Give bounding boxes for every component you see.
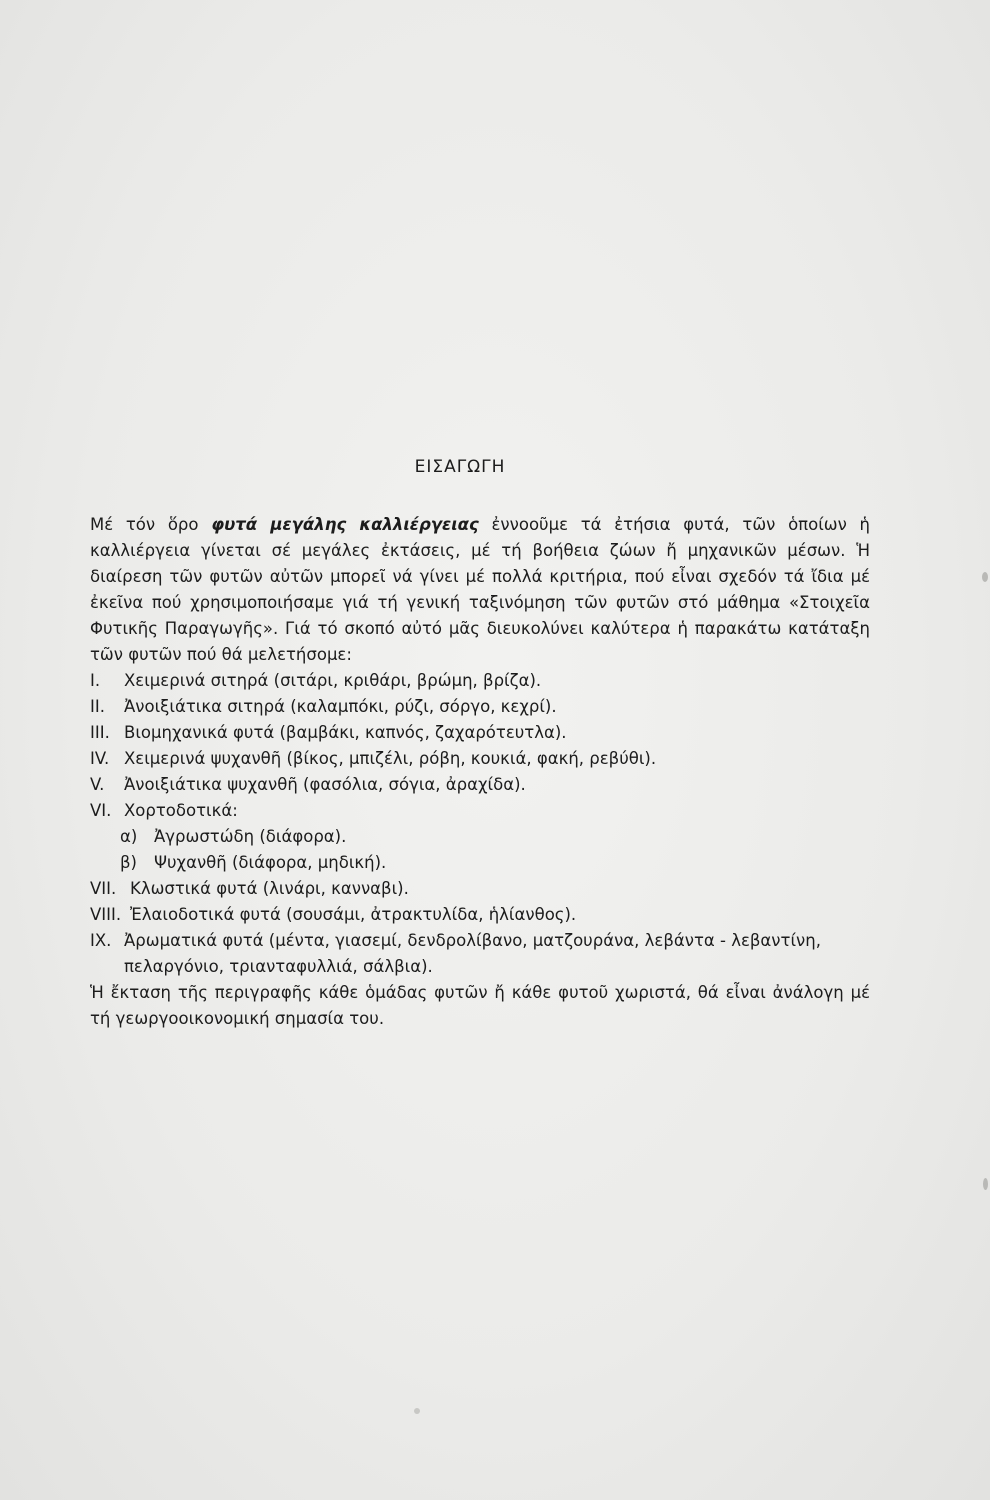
list-item-number: VII. — [90, 879, 117, 898]
sub-list-item-letter: α) — [120, 827, 138, 846]
list-item-text: Χειμερινά σιτηρά (σιτάρι, κριθάρι, βρώμη, βρίζα). — [124, 671, 542, 690]
body-text — [90, 512, 870, 1032]
list-item-text: Κλωστικά φυτά (λινάρι, κανναβι). — [130, 879, 409, 898]
intro-paragraph — [90, 512, 870, 668]
list-item-text: Ἀρωματικά φυτά (μέντα, γιασεμί, δενδρολίβανο, ματζουράνα, λεβάντα - λεβαντίνη, πελαργόνιο, τριανταφυλλιά, σάλβια). — [124, 931, 821, 976]
list-item — [90, 668, 870, 694]
sub-list-item-letter: β) — [120, 853, 137, 872]
list-item-number: III. — [90, 723, 110, 742]
list-item-text: Χορτοδοτικά: — [124, 801, 238, 820]
sub-list-item-text: Ἀγρωστώδη (διάφορα). — [154, 827, 347, 846]
list-item — [90, 928, 870, 980]
scan-speck — [982, 572, 988, 582]
closing-paragraph: Ἡ ἔκταση τῆς περιγραφῆς κάθε ὁμάδας φυτῶν ἤ κάθε φυτοῦ χωριστά, θά εἶναι ἀνάλογη μέ τή γεωργοοικονομική σημασία του. — [90, 983, 870, 1028]
page-title: ΕΙΣΑΓΩΓΗ — [414, 457, 506, 477]
list-item-text: Ἀνοιξιάτικα ψυχανθῆ (φασόλια, σόγια, ἀραχίδα). — [124, 775, 526, 794]
list-item — [90, 902, 870, 928]
list-item-number: II. — [90, 697, 105, 716]
list-item-number: IX. — [90, 931, 112, 950]
list-item-text: Ἐλαιοδοτικά φυτά (σουσάμι, ἀτρακτυλίδα, ἡλίανθος). — [130, 905, 577, 924]
scan-speck — [414, 1408, 420, 1414]
list-item — [90, 746, 870, 772]
list-item-text: Βιομηχανικά φυτά (βαμβάκι, καπνός, ζαχαρότευτλα). — [124, 723, 567, 742]
list-item-number: VI. — [90, 801, 112, 820]
list-item — [90, 772, 870, 798]
intro-after: ἐννοοῦμε τά ἐτήσια φυτά, τῶν ὁποίων ἡ καλλιέργεια γίνεται σέ μεγάλες ἐκτάσεις, μέ τή βοήθεια ζώων ἤ μηχανικῶν μέσων. Ἡ διαίρεση τῶν φυτῶν αὐτῶν μπορεῖ νά γίνει μέ πολλά κριτήρια, πού εἶναι σχεδόν τά ἴδια μέ ἐκεῖνα πού χρησιμοποιήσαμε γιά τή γενική ταξινόμηση τῶν φυτῶν στό μάθημα «Στοιχεῖα Φυτικῆς Παραγωγῆς». Γιά τό σκοπό αὐτό μᾶς διευκολύνει καλύτερα ἡ παρακάτω κατάταξη τῶν φυτῶν πού θά μελετήσομε: — [90, 515, 870, 664]
list-item-text: Χειμερινά ψυχανθῆ (βίκος, μπιζέλι, ρόβη, κουκιά, φακή, ρεβύθι). — [124, 749, 657, 768]
sub-list-item — [90, 850, 870, 876]
list-item — [90, 876, 870, 902]
list-item-number: V. — [90, 775, 105, 794]
list-item-number: I. — [90, 671, 101, 690]
list-item-number: IV. — [90, 749, 110, 768]
list-item — [90, 694, 870, 720]
list-item — [90, 720, 870, 746]
sub-list-item-text: Ψυχανθῆ (διάφορα, μηδική). — [154, 853, 387, 872]
category-list — [90, 668, 870, 980]
intro-before: Μέ τόν ὅρο — [90, 515, 212, 534]
intro-emphasis: φυτά μεγάλης καλλιέργειας — [211, 515, 479, 534]
list-item-number: VIII. — [90, 905, 122, 924]
list-item — [90, 798, 870, 824]
sub-list-item — [90, 824, 870, 850]
scan-speck — [983, 1178, 988, 1190]
list-item-text: Ἀνοιξιάτικα σιτηρά (καλαμπόκι, ρύζι, σόργο, κεχρί). — [124, 697, 557, 716]
